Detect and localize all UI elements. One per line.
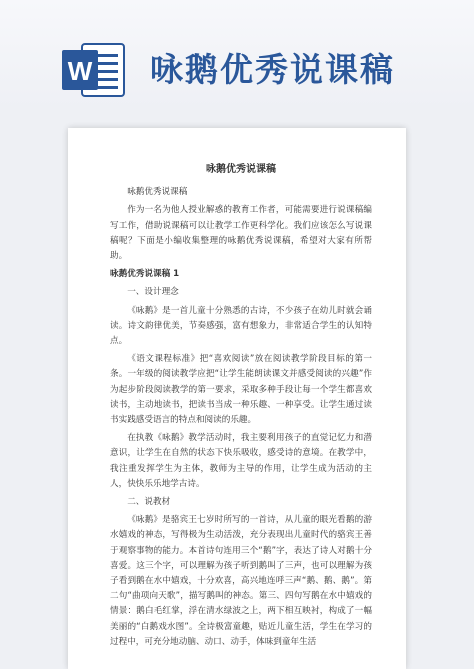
word-logo-letter: W bbox=[67, 56, 93, 86]
paragraph: 《语文课程标准》把“喜欢阅读”放在阅读教学阶段目标的第一条。一年级的阅读教学应把“让学生能朗读课文并感受阅读的兴趣”作为起步阶段阅读教学的第一要求，采取多种手段让每一个学生都喜欢读书，主动地读书，把读书当成一种乐趣、一种享受。让学生通过读书实践感受语言的特点和阅读的乐趣。 bbox=[110, 354, 372, 426]
document-page bbox=[68, 128, 406, 669]
document-body bbox=[110, 128, 372, 653]
paragraph: 咏鹅优秀说课稿 bbox=[127, 187, 188, 198]
section-heading: 咏鹅优秀说课稿 1 bbox=[110, 269, 180, 280]
document-heading: 咏鹅优秀说课稿 bbox=[206, 164, 276, 175]
paragraph: 《咏鹅》是一首儿童十分熟悉的古诗，不少孩子在幼儿时就会诵读。诗文韵律优美，节奏感强，富有想象力，非常适合学生的认知特点。 bbox=[110, 305, 372, 347]
section-subheading: 一、设计理念 bbox=[127, 287, 179, 298]
paragraph: 《咏鹅》是骆宾王七岁时所写的一首诗，从儿童的眼光看鹅的游水嬉戏的神态，写得极为生动活泼，充分表现出儿童时代的骆宾王善于观察事物的能力。本首诗句连用三个“鹅”字，表达了诗人对鹅十分喜爱。这三个字，可以理解为孩子听到鹅叫了三声，也可以理解为孩子看到鹅在水中嬉戏，十分欢喜，高兴地连呼三声“鹅、鹅、鹅”。第二句“曲项向天歌”，描写鹅叫的神态。第三、四句写鹅在水中嬉戏的情景：鹅白毛红掌，浮在清水绿波之上，两下相互映衬，构成了一幅美丽的“白鹅戏水图”。全诗极富童趣，贴近儿童生活，学生在学习的过程中，可充分地动脑、动口、动手，体味到童年生活 bbox=[110, 515, 372, 647]
word-document-icon bbox=[62, 42, 126, 98]
paragraph: 在执教《咏鹅》教学活动时，我主要利用孩子的直觉记忆力和潜意识，让学生在自然的状态下快乐吸收，感受诗的意境。在教学中，我注重发挥学生为主体，教师为主导的作用，让学生成为活动的主人，快快乐乐地学古诗。 bbox=[110, 433, 372, 489]
section-subheading: 二、说教材 bbox=[127, 497, 171, 508]
paragraph: 作为一名为他人授业解惑的教育工作者，可能需要进行说课稿编写工作，借助说课稿可以让教学工作更科学化。我们应该怎么写说课稿呢？下面是小编收集整理的咏鹅优秀说课稿，希望对大家有所帮助。 bbox=[110, 205, 372, 262]
title-banner bbox=[0, 0, 474, 110]
page-title: 咏鹅优秀说课稿 bbox=[150, 50, 395, 89]
